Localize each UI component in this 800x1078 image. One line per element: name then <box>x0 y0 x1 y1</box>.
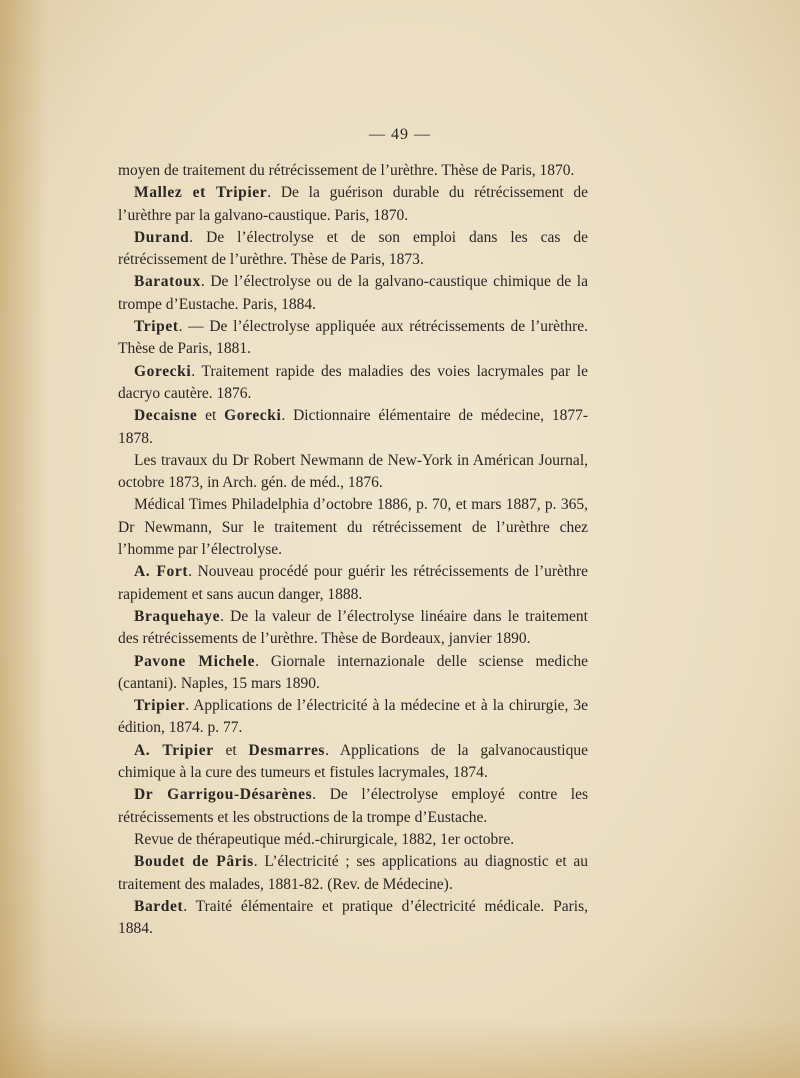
entry-author: Pavone Michele <box>134 652 256 670</box>
bibliography-entry <box>118 271 588 316</box>
entry-author: A. Fort <box>134 563 189 581</box>
entry-author: Decaisne <box>134 407 198 425</box>
entry-text: . Traitement rapide des maladies des voies lacrymales par le dacryo cautère. 1876. <box>118 362 588 402</box>
entry-text: . Giornale internazionale delle sciense mediche (cantani). Naples, 15 mars 1890. <box>118 652 588 692</box>
entry-text: Revue de thérapeutique méd.-chirurgicale, 1882, 1er octobre. <box>134 830 515 848</box>
bibliography-entry <box>118 606 588 651</box>
entry-author: A. Tripier <box>134 741 214 759</box>
bibliography-entry <box>118 851 588 896</box>
page-edge-stain <box>0 0 48 1078</box>
bibliography-entry <box>118 784 588 829</box>
page-number: — 49 — <box>369 126 431 143</box>
entry-text: . — De l’électrolyse appliquée aux rétrécissements de l’urèthre. Thèse de Paris, 1881. <box>118 318 588 358</box>
entry-text: . Applications de l’électricité à la médecine et à la chirurgie, 3e édition, 1874. p. 77. <box>118 697 588 737</box>
entry-author: Gorecki <box>224 407 282 425</box>
entry-text: Les travaux du Dr Robert Newmann de New-York in Américan Journal, octobre 1873, in Arch. gén. de méd., 1876. <box>118 451 588 492</box>
entry-connector: et <box>197 407 225 425</box>
entry-connector: et <box>213 741 249 759</box>
bibliography-entry <box>118 405 588 450</box>
bibliography-entry <box>118 740 588 785</box>
entry-author: Durand <box>134 228 190 246</box>
entry-text: . Applications de la galvanocaustique chimique à la cure des tumeurs et fistules lacrymales, 1874. <box>118 741 588 782</box>
entry-text: . Dictionnaire élémentaire de médecine, 1877-1878. <box>118 407 589 447</box>
entry-author: Mallez et Tripier <box>134 184 268 202</box>
bibliography-list <box>118 160 588 940</box>
entry-author: Dr Garrigou-Désarènes <box>134 786 313 804</box>
entry-text: . De la guérison durable du rétrécissement de l’urèthre par la galvano-caustique. Paris, 1870. <box>118 184 588 224</box>
entry-text: moyen de traitement du rétrécissement de l’urèthre. Thèse de Paris, 1870. <box>118 162 575 179</box>
bibliography-entry <box>118 227 588 272</box>
entry-text: . De l’électrolyse employé contre les rétrécissements et les obstructions de la trompe d’Eustache. <box>118 786 588 826</box>
bibliography-entry <box>118 494 588 561</box>
bibliography-entry <box>118 651 588 696</box>
entry-author: Braquehaye <box>134 607 221 625</box>
entry-text: . De l’électrolyse et de son emploi dans les cas de rétrécissement de l’urèthre. Thèse de Paris, 1873. <box>118 228 588 269</box>
entry-author: Bardet <box>134 897 184 915</box>
bibliography-entry <box>118 561 588 606</box>
bibliography-entry <box>118 361 588 406</box>
entry-text: . Traité élémentaire et pratique d’électricité médicale. Paris, 1884. <box>118 897 588 938</box>
page-bottom-stain <box>0 1018 800 1078</box>
entry-author: Baratoux <box>134 273 201 291</box>
bibliography-entry <box>118 160 588 182</box>
bibliography-entry <box>118 316 588 361</box>
bibliography-entry <box>118 896 588 941</box>
entry-text: . Nouveau procédé pour guérir les rétrécissements de l’urèthre rapidement et sans aucun danger, 1888. <box>118 563 589 603</box>
bibliography-entry <box>118 450 588 495</box>
entry-author: Tripet <box>134 318 179 336</box>
entry-author: Tripier <box>134 697 186 715</box>
entry-text: . L’électricité ; ses applications au diagnostic et au traitement des malades, 1881-82. (Rev. de Médecine). <box>118 853 588 893</box>
entry-author: Gorecki <box>134 362 192 380</box>
bibliography-entry <box>118 829 588 851</box>
bibliography-entry <box>118 182 588 227</box>
entry-author: Desmarres <box>248 741 326 759</box>
entry-text: . De l’électrolyse ou de la galvano-caustique chimique de la trompe d’Eustache. Paris, 1884. <box>118 273 588 313</box>
bibliography-entry <box>118 695 588 740</box>
entry-author: Boudet de Pâris <box>134 853 254 871</box>
entry-text: . De la valeur de l’électrolyse linéaire dans le traitement des rétrécissements de l’urèthre. Thèse de Bordeaux, janvier 1890. <box>118 607 588 648</box>
entry-text: Médical Times Philadelphia d’octobre 1886, p. 70, et mars 1887, p. 365, Dr Newmann, Sur le traitement du rétrécissement de l’urèthre chez l’homme par l’électrolyse. <box>118 496 588 559</box>
